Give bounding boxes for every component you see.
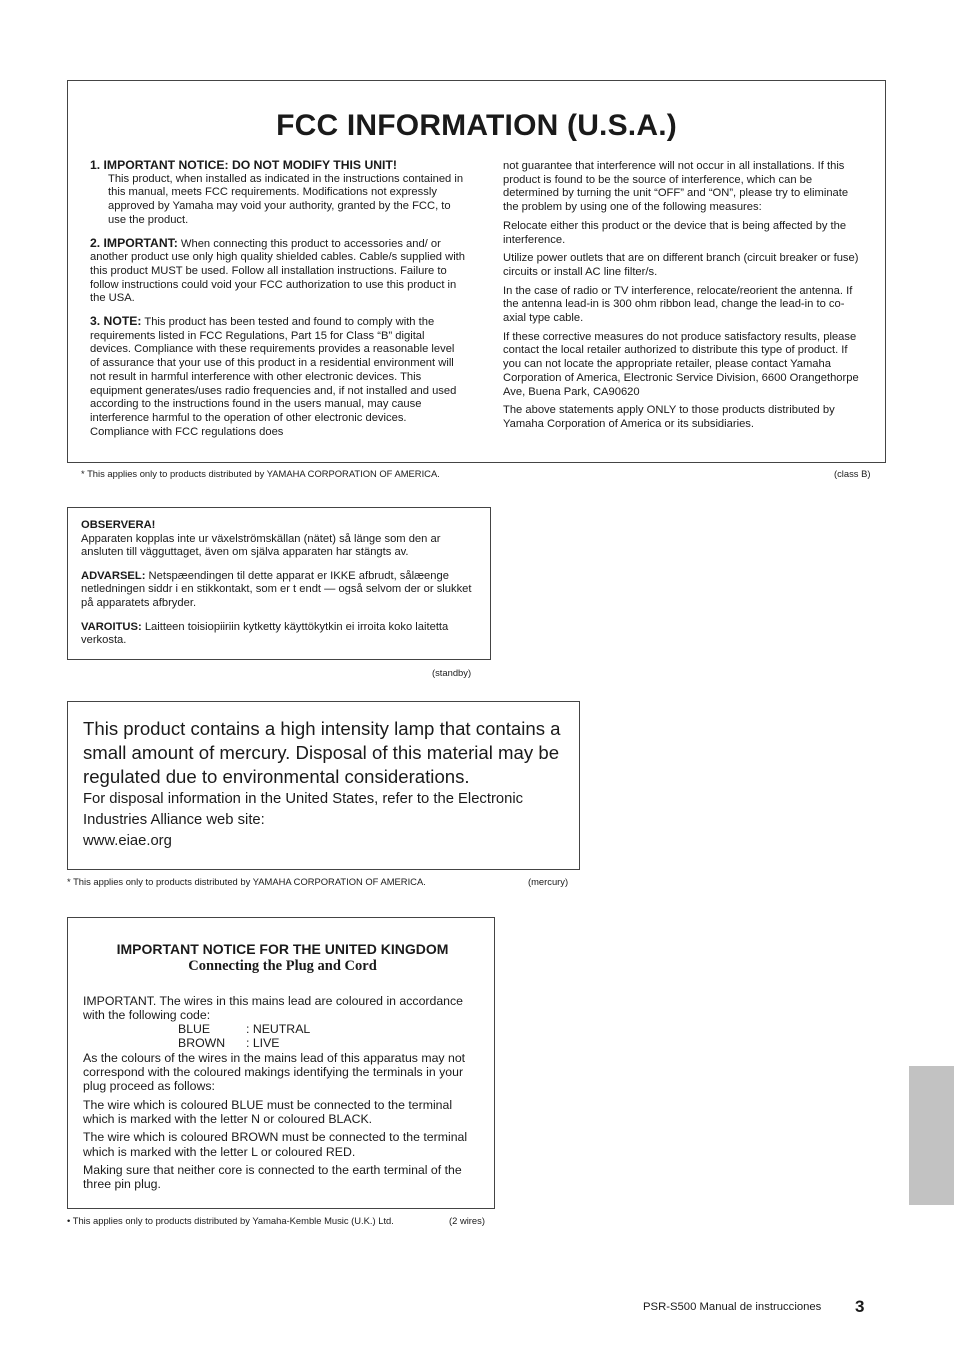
fcc-right-para: The above statements apply ONLY to those products distributed by Yamaha Corporation of America or its subsidiaries. <box>503 404 835 430</box>
page-number: 3 <box>855 1297 865 1316</box>
mercury-footnote: * This applies only to products distributed by YAMAHA CORPORATION OF AMERICA. <box>67 876 426 887</box>
uk-box <box>67 917 495 1209</box>
fcc-title: FCC INFORMATION (U.S.A.) <box>276 109 677 142</box>
uk-code: (2 wires) <box>449 1215 485 1226</box>
uk-para: As the colours of the wires in the mains lead of this apparatus may not correspond with the coloured makings identifying the terminals in your plug proceed as follows: <box>83 1050 466 1094</box>
fcc-item-3-text: This product has been tested and found to comply with the requirements listed in FCC Regulations, Part 15 for Class “B” digital devices. Compliance with these requirements provides a reasonable level of assurance that your use of this product in a residential environment will not result in harmful interference with other electronic devices. This equipment generates/uses radio frequencies and, if not installed and used according to the instructions found in the users manual, may cause interference harmful to the operation of other electronic devices. Compliance with FCC regulations does <box>90 316 457 438</box>
uk-subhead: Connecting the Plug and Cord <box>188 958 377 975</box>
fcc-item-3-head: 3. NOTE: <box>90 314 142 329</box>
uk-para: The wire which is coloured BLUE must be connected to the terminal which is marked with the letter N or coloured BLACK. <box>83 1097 453 1126</box>
observera-text: Apparaten kopplas inte ur växelströmskällan (nätet) så länge som den ar ansluten till vägguttaget, även om själva apparaten har stängts av. <box>81 532 441 559</box>
footer-manual-name: PSR-S500 Manual de instrucciones <box>643 1301 822 1313</box>
wire-code-blue <box>83 1022 482 1036</box>
observera-head: OBSERVERA! <box>81 519 156 531</box>
fcc-code: (class B) <box>834 468 871 479</box>
fcc-right-para: If these corrective measures do not produce satisfactory results, please contact the local retailer authorized to distribute this type of product. If you can not locate the appropriate retailer, please contact Yamaha Corporation of America, Electronic Service Division, 6600 Orangethorpe Ave, Buena Park, CA90620 <box>503 330 859 398</box>
fcc-right-para: In the case of radio or TV interference, relocate/reorient the antenna. If the antenna lead-in is 300 ohm ribbon lead, change the lead-in to co-axial type cable. <box>503 284 853 325</box>
fcc-item-1-head: 1. IMPORTANT NOTICE: DO NOT MODIFY THIS UNIT! <box>90 158 397 172</box>
advarsel-para <box>81 570 478 611</box>
fcc-item-2-head: 2. IMPORTANT: <box>90 235 178 250</box>
fcc-item-2 <box>90 237 466 307</box>
fcc-item-1-text: This product, when installed as indicated in the instructions contained in this manual, meets FCC requirements. Modifications not expressly approved by Yamaha may void your authority, granted by the FCC, to use the product. <box>108 172 464 226</box>
observera-code: (standby) <box>432 667 472 678</box>
varoitus-label: VAROITUS: <box>81 620 142 633</box>
fcc-box <box>67 80 886 463</box>
varoitus-text: Laitteen toisiopiiriin kytketty käyttökytkin ei irroita koko laitetta verkosta. <box>81 620 449 647</box>
uk-footnote: • This applies only to products distributed by Yamaha-Kemble Music (U.K.) Ltd. <box>67 1215 394 1226</box>
wire-code-brown <box>83 1036 482 1050</box>
wire-blue-label: BLUE <box>178 1022 211 1037</box>
fcc-right-para: Utilize power outlets that are on different branch (circuit breaker or fuse) circuits or install AC line filter/s. <box>503 252 859 278</box>
mercury-box <box>67 701 580 870</box>
side-tab <box>909 1066 954 1205</box>
mercury-main-text: This product contains a high intensity lamp that contains a small amount of mercury. Disposal of this material may be regulated due to environmental considerations. <box>83 718 561 787</box>
fcc-left-column <box>90 159 466 448</box>
advarsel-text: Netspæendingen til dette apparat er IKKE afbrudt, sålæenge netledningen siddr i en stikkontakt, som er t endt — også selvom der or slukket på apparatets afbryder. <box>81 569 472 609</box>
uk-head: IMPORTANT NOTICE FOR THE UNITED KINGDOM <box>116 941 449 957</box>
fcc-right-para: Relocate either this product or the device that is being affected by the interference. <box>503 219 847 246</box>
fcc-item-2-text: When connecting this product to accessories and/ or another product use only high quality shielded cables. Cable/s supplied with this product MUST be used. Follow all installation instructions. Failure to follow instructions could void your FCC authorization to use this product in the USA. <box>90 237 466 305</box>
wire-brown-value: : LIVE <box>246 1036 280 1051</box>
fcc-right-column <box>503 160 863 437</box>
advarsel-label: ADVARSEL: <box>81 569 146 582</box>
uk-para: Making sure that neither core is connected to the earth terminal of the three pin plug. <box>83 1162 462 1192</box>
uk-para: IMPORTANT. The wires in this mains lead are coloured in accordance with the following code: <box>83 993 464 1022</box>
varoitus-para <box>81 621 478 648</box>
mercury-sub-text: For disposal information in the United States, refer to the Electronic Industries Alliance web site: <box>83 791 524 828</box>
uk-para: The wire which is coloured BROWN must be connected to the terminal which is marked with the letter L or coloured RED. <box>83 1130 468 1159</box>
fcc-item-1 <box>90 159 466 228</box>
wire-blue-value: : NEUTRAL <box>246 1022 311 1037</box>
fcc-item-3 <box>90 315 466 439</box>
mercury-url: www.eiae.org <box>83 833 172 849</box>
fcc-footnote: * This applies only to products distributed by YAMAHA CORPORATION OF AMERICA. <box>81 468 440 479</box>
observera-box <box>67 507 491 660</box>
fcc-right-para: not guarantee that interference will not occur in all installations. If this product is found to be the source of interference, which can be determined by turning the unit “OFF” and “ON”, please try to eliminate the problem by using one of the following measures: <box>503 160 849 214</box>
wire-brown-label: BROWN <box>178 1036 226 1051</box>
mercury-code: (mercury) <box>528 876 569 887</box>
